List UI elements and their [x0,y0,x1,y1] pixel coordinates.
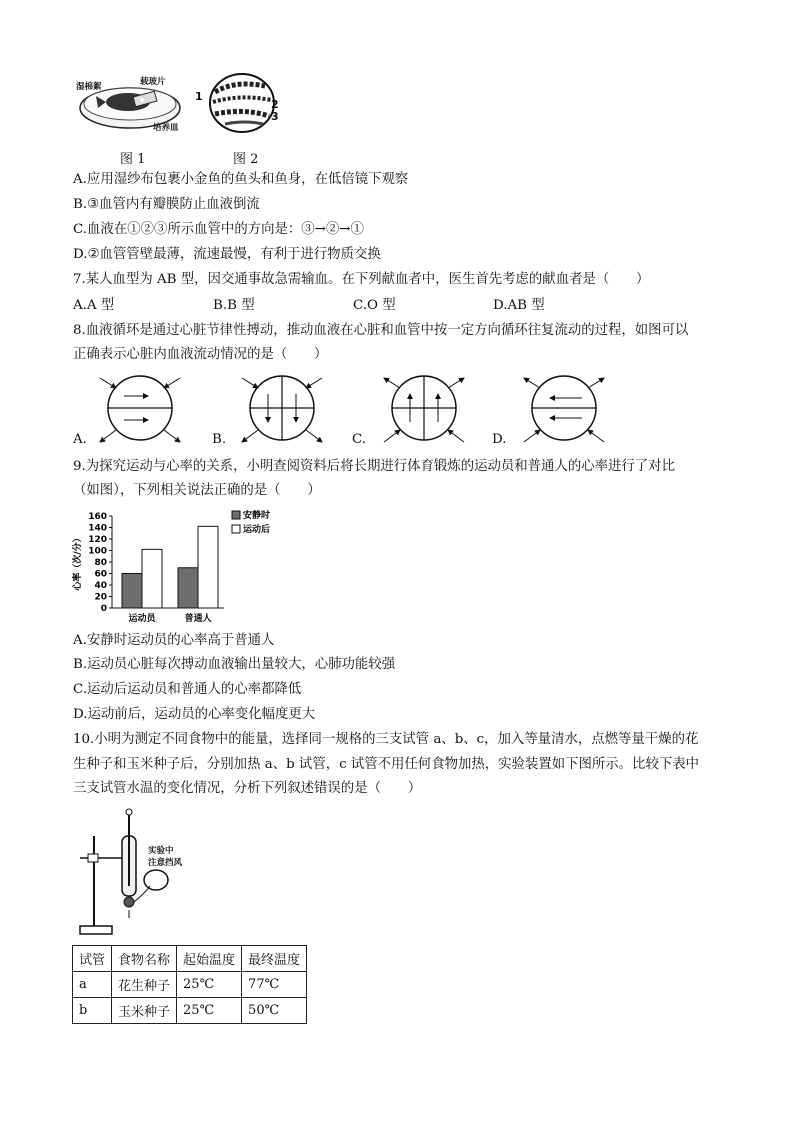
table-row [73,972,307,998]
q10-apparatus-drawing [72,806,192,938]
q10-stem-line1: 10.小明为测定不同食物中的能量，选择同一规格的三支试管 a、b、c，加入等量清水，点燃等量干燥的花 [73,732,699,747]
y-tick-label: 140 [88,523,107,534]
q9-option-d: D.运动前后，运动员的心率变化幅度更大 [73,707,316,722]
x-tick-label: 普通人 [184,614,212,624]
table-cell: 25℃ [177,998,242,1024]
q6-option-b: B.③血管内有瓣膜防止血液倒流 [73,197,260,212]
q7-option-d: D.AB 型 [493,298,545,313]
table-header-cell: 试管 [73,946,112,972]
q10-note-line2: 注意挡风 [148,858,183,868]
fig1-label-dish: 培养皿 [153,123,179,133]
q7-option-b: B.B 型 [213,298,255,313]
y-tick-label: 80 [94,558,107,568]
q9-option-c: C.运动后运动员和普通人的心率都降低 [73,682,302,697]
q9-stem-line1: 9.为探究运动与心率的关系，小明查阅资料后将长期进行体育锻炼的运动员和普通人的心率进行了对比 [73,459,675,474]
q8-option-a: A. [73,432,87,447]
q9-option-b: B.运动员心脏每次搏动血液输出量较大，心肺功能较强 [73,657,396,672]
y-tick-label: 0 [100,604,107,614]
capillary-view-drawing [205,72,280,134]
q6-option-a: A.应用湿纱布包裹小金鱼的鱼头和鱼身，在低倍镜下观察 [73,172,409,187]
table-cell: 77℃ [242,972,307,998]
q9-option-a: A.安静时运动员的心率高于普通人 [73,633,275,648]
bar-exercise-0 [142,549,162,608]
q9-stem-line2: （如图），下列相关说法正确的是（ ） [73,483,321,498]
fig2-label-3: 3 [271,110,279,123]
q6-option-c: C.血液在①②③所示血管中的方向是：③→②→① [73,222,364,237]
legend-label: 安静时 [243,511,271,521]
q10-data-table [72,945,307,1024]
y-tick-label: 160 [88,512,107,522]
table-cell: a [73,972,112,998]
table-cell: 花生种子 [112,972,177,998]
q7-option-a: A.A 型 [73,298,115,313]
table-cell: 玉米种子 [112,998,177,1024]
q10-stem-line3: 三支试管水温的变化情况，分析下列叙述错误的是（ ） [73,781,422,796]
table-cell: 25℃ [177,972,242,998]
q8-stem-line1: 8.血液循环是通过心脏节律性搏动，推动血液在心脏和血管中按一定方向循环往复流动的过程，如图可以 [73,323,689,338]
fig2-label-1: 1 [195,90,203,103]
table-cell: 50℃ [242,998,307,1024]
legend-label: 运动后 [243,525,271,535]
y-tick-label: 100 [88,546,107,557]
heart-rate-chart [72,508,282,626]
y-tick-label: 120 [88,535,107,545]
table-header-row [73,946,307,972]
table-header-cell: 食物名称 [112,946,177,972]
legend-swatch [232,511,240,519]
y-tick-label: 20 [94,592,107,603]
q8-option-c: C. [352,432,367,447]
q10-note-line1: 实验中 [148,846,174,856]
fig1-label-cotton: 湿棉絮 [76,82,102,92]
q6-option-d: D.②血管管壁最薄，流速最慢，有利于进行物质交换 [73,247,381,262]
fig1-caption: 图 1 [120,152,146,167]
q7-option-c: C.O 型 [353,298,396,313]
figure-2 [205,72,280,134]
y-axis-label: 心率（次/分） [73,533,83,591]
q7-stem: 7.某人血型为 AB 型，因交通事故急需输血。在下列献血者中，医生首先考虑的献血者是（ ） [73,272,650,287]
bar-rest-1 [178,568,198,608]
q8-heart-diagrams [72,370,672,450]
bar-exercise-1 [198,526,218,608]
fig2-caption: 图 2 [233,152,259,167]
bar-rest-0 [122,574,142,609]
y-tick-label: 60 [94,569,107,580]
q8-option-d: D. [492,432,507,447]
table-header-cell: 起始温度 [177,946,242,972]
q8-diagram-a [100,376,180,442]
y-tick-label: 40 [94,581,107,591]
q8-stem-line2: 正确表示心脏内血液流动情况的是（ ） [73,347,328,362]
q8-diagram-c [384,376,464,442]
x-tick-label: 运动员 [128,614,156,624]
fig1-label-slide: 载玻片 [140,77,166,87]
q8-diagram-d [524,376,604,442]
table-cell: b [73,998,112,1024]
legend-swatch [232,525,240,533]
fig2-label-2: 2 [271,98,279,111]
table-row [73,998,307,1024]
q8-option-b: B. [212,432,227,447]
q8-diagram-b [242,376,322,442]
q10-stem-line2: 生种子和玉米种子后，分别加热 a、b 试管，c 试管不用任何食物加热，实验装置如下图所示。比较下表中 [73,757,700,772]
table-header-cell: 最终温度 [242,946,307,972]
